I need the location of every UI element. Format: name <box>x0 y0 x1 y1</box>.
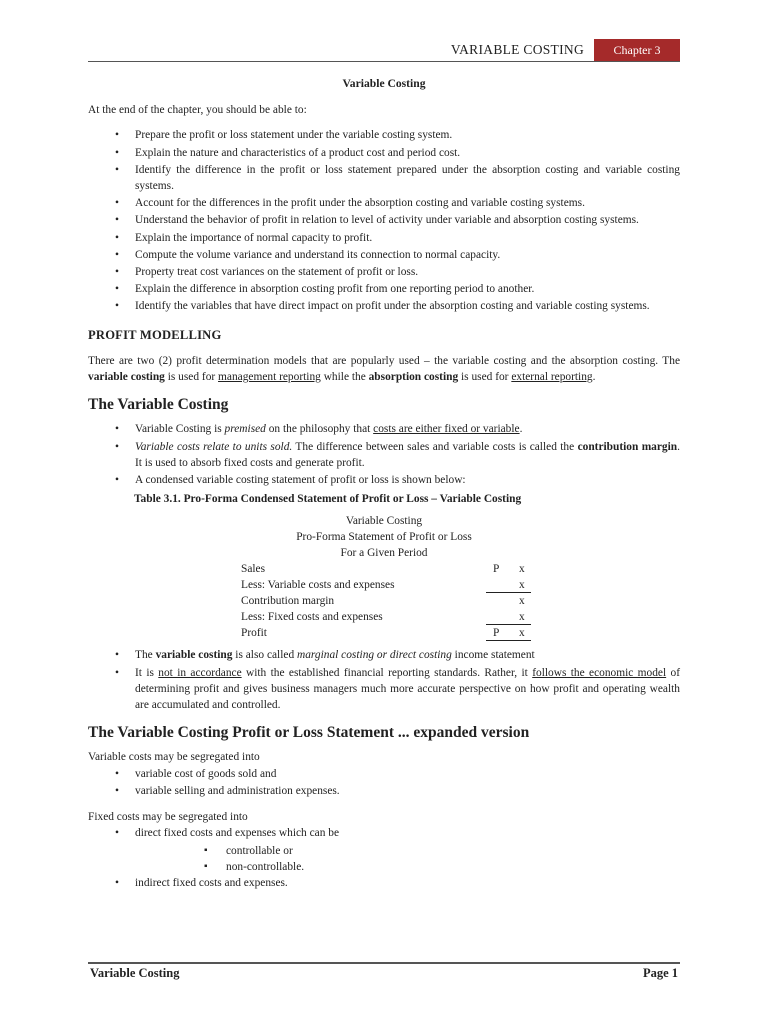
footer-title: Variable Costing <box>90 966 180 980</box>
table-caption: Table 3.1. Pro-Forma Condensed Statement of Profit or Loss – Variable Costing <box>134 493 522 506</box>
statement-row-label: Less: Variable costs and expenses <box>241 579 395 592</box>
intro-text: At the end of the chapter, you should be able to: <box>88 104 307 117</box>
objective-item: • Explain the difference in absorption costing profit from one reporting period to another. <box>88 281 680 297</box>
statement-row-amount: x <box>519 611 525 624</box>
statement-row-label: Sales <box>241 563 266 576</box>
text-run: marginal costing or direct costing <box>296 649 452 662</box>
text-run: variable costing <box>88 371 165 384</box>
list-item <box>88 647 680 663</box>
text-run: of determining profit and gives business managers much more accurate perspective on how profit and operating wealth are accumulated and controlled. <box>135 666 680 712</box>
text-run: not in accordance <box>158 666 242 679</box>
total-rule <box>486 640 531 641</box>
variable-costs-intro: Variable costs may be segregated into <box>88 751 260 764</box>
statement-row <box>241 609 531 625</box>
text-run: absorption costing <box>368 371 459 384</box>
page-footer <box>88 962 680 984</box>
statement-row-amount: x <box>519 563 525 576</box>
text-run: . <box>519 423 523 436</box>
text-run: is also called <box>232 649 297 662</box>
text-run: . It is used to absorb fixed costs and generate profit. <box>135 440 680 469</box>
statement-row-currency: P <box>493 563 500 576</box>
text-run: while the <box>320 371 369 384</box>
variable-costing-list <box>88 421 680 488</box>
header-rule <box>88 61 680 62</box>
fixed-costs-list-2 <box>88 875 680 891</box>
text-run: A condensed variable costing statement of profit or loss is shown below: <box>135 474 466 487</box>
statement-row-currency: P <box>493 627 500 640</box>
statement-row-amount: x <box>519 595 525 608</box>
list-item <box>88 875 680 891</box>
sub-list-item: ▪ non-controllable. <box>88 859 680 875</box>
text-run: direct fixed costs and expenses which can be <box>135 827 340 840</box>
document-title: Variable Costing <box>342 77 426 90</box>
expanded-version-heading: The Variable Costing Profit or Loss Statement ... expanded version <box>88 724 530 742</box>
list-item <box>88 665 680 714</box>
statement-row <box>241 561 531 577</box>
text-run: on the philosophy that <box>265 423 374 436</box>
text-run: variable costing <box>155 649 233 662</box>
statement-row-amount: x <box>519 627 525 640</box>
subtotal-rule <box>486 592 531 593</box>
objective-item: • Explain the nature and characteristics of a product cost and period cost. <box>88 145 680 161</box>
variable-costing-heading: The Variable Costing <box>88 396 229 414</box>
sub-list-item: ▪ controllable or <box>88 843 680 859</box>
objective-item: • Prepare the profit or loss statement under the variable costing system. <box>88 127 680 143</box>
text-run: is used for <box>164 371 219 384</box>
fixed-costs-intro: Fixed costs may be segregated into <box>88 811 248 824</box>
text-run: It is <box>135 666 159 679</box>
page-header <box>88 40 680 62</box>
variable-costs-list <box>88 766 680 799</box>
statement-row-label: Less: Fixed costs and expenses <box>241 611 383 624</box>
after-table-list <box>88 647 680 713</box>
text-run: The <box>135 649 156 662</box>
statement-title: Variable Costing <box>345 515 423 528</box>
list-item: • variable selling and administration expenses. <box>88 783 680 799</box>
text-run: costs are either fixed or variable <box>373 423 520 436</box>
text-run: contribution margin <box>577 440 678 453</box>
text-run: premised <box>224 423 266 436</box>
text-run: is used for <box>458 371 512 384</box>
statement-row-label: Profit <box>241 627 267 640</box>
objective-item: • Identify the variables that have direct impact on profit under the absorption costing and variable costing systems. <box>88 298 680 314</box>
objective-item: • Compute the volume variance and understand its connection to normal capacity. <box>88 247 680 263</box>
statement-table <box>241 561 531 641</box>
list-item <box>88 439 680 471</box>
text-run: There are two (2) profit determination models that are popularly used – the variable costing and the absorption costing. The <box>88 354 680 367</box>
statement-subtitle: Pro-Forma Statement of Profit or Loss <box>296 531 472 544</box>
list-item <box>88 825 680 841</box>
objective-item: • Understand the behavior of profit in relation to level of activity under variable and absorption costing systems. <box>88 212 680 228</box>
objective-item: • Explain the importance of normal capacity to profit. <box>88 230 680 246</box>
list-item: • variable cost of goods sold and <box>88 766 680 782</box>
subtotal-rule <box>486 624 531 625</box>
list-item <box>88 472 680 488</box>
chapter-badge: Chapter 3 <box>594 39 680 62</box>
statement-row <box>241 577 531 593</box>
fixed-costs-list <box>88 825 680 841</box>
text-run: indirect fixed costs and expenses. <box>135 876 288 889</box>
objective-item: • Account for the differences in the profit under the absorption costing and variable costing systems. <box>88 195 680 211</box>
page-body <box>88 76 680 892</box>
statement-row-label: Contribution margin <box>241 595 335 608</box>
statement-period: For a Given Period <box>340 547 428 560</box>
text-run: management reporting <box>218 371 321 384</box>
text-run: with the established financial reporting standards. Rather, it <box>241 666 533 679</box>
list-item <box>88 421 680 437</box>
text-run: income statement <box>451 649 535 662</box>
text-run: Variable Costing is <box>135 423 225 436</box>
proforma-statement <box>88 513 680 641</box>
header-title: VARIABLE COSTING <box>450 42 584 57</box>
profit-modelling-paragraph <box>88 353 680 385</box>
objective-item: • Property treat cost variances on the statement of profit or loss. <box>88 264 680 280</box>
text-run: . <box>592 371 596 384</box>
objective-item: • Identify the difference in the profit or loss statement prepared under the absorption costing and variable costing systems. <box>88 162 680 194</box>
statement-row <box>241 593 531 609</box>
page-number: Page 1 <box>642 966 678 980</box>
profit-modelling-heading: PROFIT MODELLING <box>88 327 222 342</box>
text-run: external reporting <box>511 371 593 384</box>
text-run: The difference between sales and variable costs is called the <box>292 440 578 453</box>
text-run: follows the economic model <box>532 666 667 679</box>
statement-row-amount: x <box>519 579 525 592</box>
objectives-list <box>88 127 680 314</box>
statement-row <box>241 625 531 641</box>
fixed-costs-sublist <box>88 843 680 875</box>
text-run: Variable costs relate to units sold. <box>135 440 293 453</box>
